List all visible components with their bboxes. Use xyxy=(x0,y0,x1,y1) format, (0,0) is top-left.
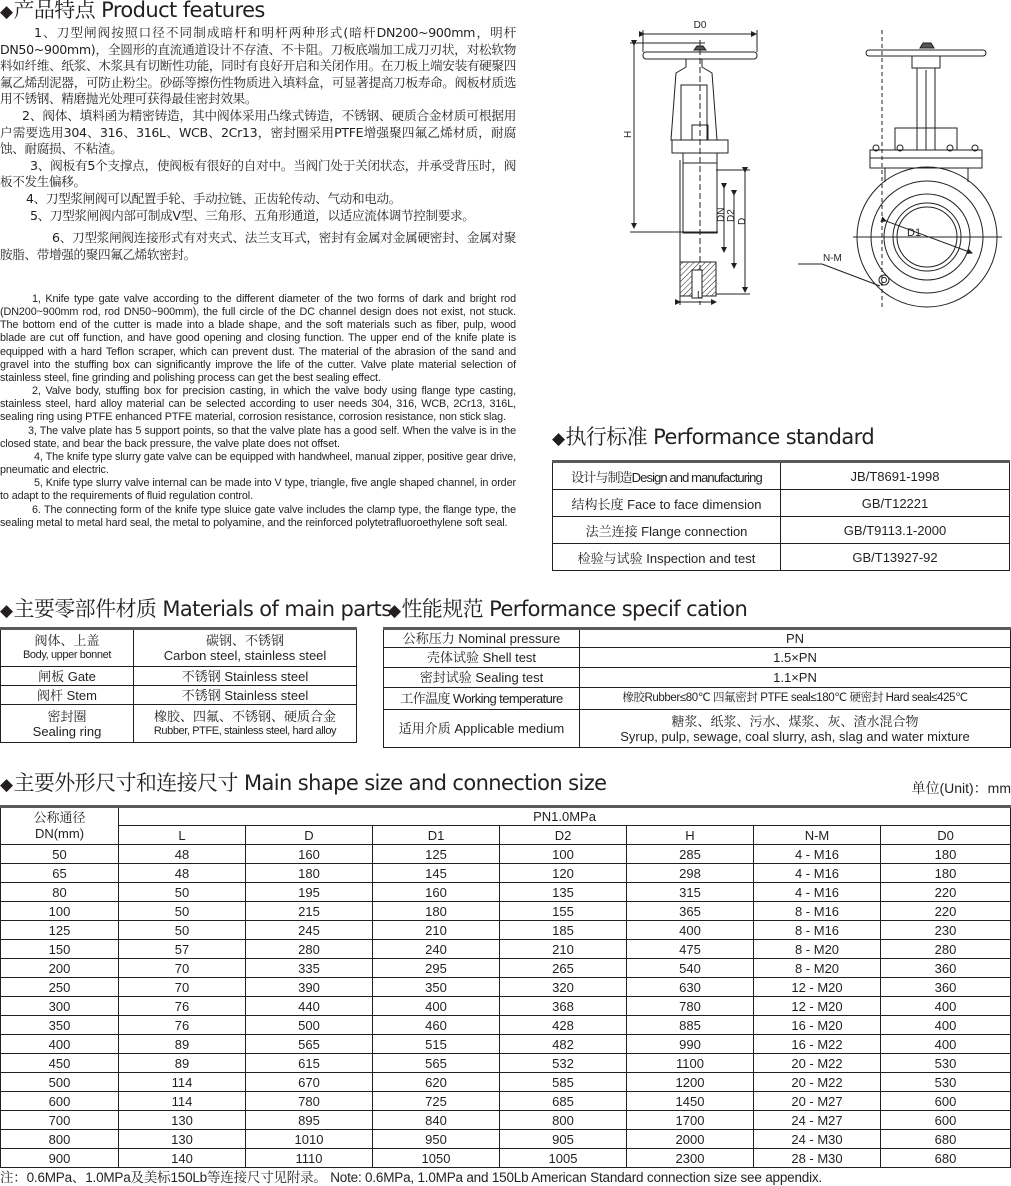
dimension-cell: 2300 xyxy=(627,1149,754,1168)
dimension-cell: 8 - M20 xyxy=(754,959,881,978)
dimension-cell: 530 xyxy=(881,1073,1011,1092)
column-header: D1 xyxy=(373,826,500,845)
table-row xyxy=(1,1054,1011,1073)
performance-value xyxy=(580,710,1011,748)
dimension-cell: 215 xyxy=(246,902,373,921)
dimension-cell: 76 xyxy=(119,997,246,1016)
dimension-cell: 840 xyxy=(373,1111,500,1130)
dimension-cell: 400 xyxy=(881,1035,1011,1054)
dimension-cell: 8 - M16 xyxy=(754,921,881,940)
dimension-cell: 532 xyxy=(500,1054,627,1073)
dimension-cell: 295 xyxy=(373,959,500,978)
standard-value: JB/T8691-1998 xyxy=(781,462,1010,490)
dimension-cell: 1010 xyxy=(246,1130,373,1149)
dimension-cell: 400 xyxy=(881,997,1011,1016)
dimension-cell: 990 xyxy=(627,1035,754,1054)
cn-paragraph: 4、刀型浆闸阀可以配置手轮、手动拉链、正齿轮传动、气动和电动。 xyxy=(26,190,401,206)
material-cell xyxy=(134,705,357,743)
dn-cell: 100 xyxy=(1,902,119,921)
dimension-cell: 950 xyxy=(373,1130,500,1149)
dimension-cell: 895 xyxy=(246,1111,373,1130)
table-row xyxy=(553,462,1010,490)
dimensions-title: ◆主要外形尺寸和连接尺寸 Main shape size and connection size xyxy=(0,771,607,795)
dimension-cell: 725 xyxy=(373,1092,500,1111)
en-paragraph: 4, The knife type slurry gate valve can be equipped with handwheel, manual zipper, positive gear drive, pneumatic and electric. xyxy=(0,450,516,477)
dimension-cell: 400 xyxy=(373,997,500,1016)
dimension-cell: 265 xyxy=(500,959,627,978)
dn-header-en: DN(mm) xyxy=(34,826,85,841)
diamond-bullet-icon: ◆ xyxy=(0,2,13,22)
dimension-cell: 16 - M20 xyxy=(754,1016,881,1035)
part-cell: 阀杆 Stem xyxy=(1,686,134,705)
dn-cell: 80 xyxy=(1,883,119,902)
dimension-cell: 145 xyxy=(373,864,500,883)
table-row xyxy=(384,710,1011,748)
dimension-cell: 50 xyxy=(119,921,246,940)
dimension-cell: 24 - M27 xyxy=(754,1111,881,1130)
dimension-cell: 160 xyxy=(373,883,500,902)
material-cn: 橡胶、四氟、不锈钢、硬质合金 xyxy=(153,708,336,724)
dimension-cell: 240 xyxy=(373,940,500,959)
table-row xyxy=(553,517,1010,544)
diamond-bullet-icon: ◆ xyxy=(388,601,401,621)
dimension-cell: 515 xyxy=(373,1035,500,1054)
medium-cn: 糖浆、纸浆、污水、煤浆、灰、渣水混合物 xyxy=(671,713,919,729)
dimension-cell: 155 xyxy=(500,902,627,921)
side-view xyxy=(623,20,757,305)
dimension-cell: 685 xyxy=(500,1092,627,1111)
dimension-cell: 12 - M20 xyxy=(754,997,881,1016)
dimension-cell: 160 xyxy=(246,845,373,864)
table-row xyxy=(1,1092,1011,1111)
table-row xyxy=(1,1149,1011,1168)
dn-cell: 450 xyxy=(1,1054,119,1073)
dimension-cell: 298 xyxy=(627,864,754,883)
dimension-cell: 360 xyxy=(881,959,1011,978)
dimension-cell: 1110 xyxy=(246,1149,373,1168)
table-row xyxy=(1,959,1011,978)
dimension-cell: 89 xyxy=(119,1054,246,1073)
dimension-cell: 482 xyxy=(500,1035,627,1054)
dn-cell: 600 xyxy=(1,1092,119,1111)
dn-header-cn: 公称通径 xyxy=(33,810,86,825)
dimension-cell: 8 - M16 xyxy=(754,902,881,921)
material-cell: 不锈钢 Stainless steel xyxy=(134,686,357,705)
standard-label: 检验与试验 Inspection and test xyxy=(553,544,781,571)
dimension-cell: 140 xyxy=(119,1149,246,1168)
dimension-cell: 540 xyxy=(627,959,754,978)
dimension-cell: 220 xyxy=(881,902,1011,921)
table-row xyxy=(1,705,357,743)
performance-label: 壳体试验 Shell test xyxy=(384,648,580,668)
performance-label: 适用介质 Applicable medium xyxy=(384,710,580,748)
material-cell: 不锈钢 Stainless steel xyxy=(134,667,357,686)
dimension-cell: 220 xyxy=(881,883,1011,902)
en-paragraph: 6. The connecting form of the knife type sluice gate valve includes the clamp type, the flange type, the sealing metal to metal hard seal, the metal to polyamine, and the reinforced polytetrafluoroethylene soft seal. xyxy=(0,503,516,529)
table-row xyxy=(1,1073,1011,1092)
table-row xyxy=(1,864,1011,883)
table-row xyxy=(1,1130,1011,1149)
dn-cell: 500 xyxy=(1,1073,119,1092)
dn-cell: 125 xyxy=(1,921,119,940)
dimension-cell: 89 xyxy=(119,1035,246,1054)
table-row xyxy=(384,648,1011,668)
material-en: Rubber, PTFE, stainless steel, hard alloy xyxy=(153,724,337,737)
dimension-cell: 135 xyxy=(500,883,627,902)
column-header: D xyxy=(246,826,373,845)
dimension-cell: 50 xyxy=(119,902,246,921)
dimension-cell: 315 xyxy=(627,883,754,902)
dimension-cell: 210 xyxy=(500,940,627,959)
dimension-cell: 20 - M22 xyxy=(754,1073,881,1092)
table-row xyxy=(384,688,1011,710)
column-header: N-M xyxy=(754,826,881,845)
table-header-row xyxy=(1,826,1011,845)
dimension-cell: 360 xyxy=(881,978,1011,997)
standard-title: ◆执行标准 Performance standard xyxy=(552,425,875,449)
dn-cell: 400 xyxy=(1,1035,119,1054)
diamond-bullet-icon: ◆ xyxy=(0,601,13,621)
dimension-cell: 335 xyxy=(246,959,373,978)
dimension-cell: 180 xyxy=(881,845,1011,864)
dimension-cell: 440 xyxy=(246,997,373,1016)
table-row xyxy=(1,629,357,667)
table-row xyxy=(1,997,1011,1016)
dimension-cell: 390 xyxy=(246,978,373,997)
table-row xyxy=(1,667,357,686)
cn-paragraph: 5、刀型浆闸阀内部可制成V型、三角形、五角形通道，以适应流体调节控制要求。 xyxy=(30,207,475,223)
dimension-cell: 280 xyxy=(881,940,1011,959)
dimension-cell: 48 xyxy=(119,864,246,883)
part-cell: 闸板 Gate xyxy=(1,667,134,686)
footnote: 注：0.6MPa、1.0MPa及美标150Lb等连接尺寸见附录。 Note: 0.6MPa, 1.0MPa and 150Lb American Standard connection size see appendix. xyxy=(0,1170,822,1185)
diamond-bullet-icon: ◆ xyxy=(0,775,13,795)
en-paragraph: 5, Knife type slurry valve internal can be made into V type, triangle, five angle shaped channel, in order to adapt to the requirements of fluid regulation control. xyxy=(0,477,516,503)
en-paragraph: 1, Knife type gate valve according to the different diameter of the two forms of dark and bright rod (DN200~900mm rod, rod DN50~900mm), the full circle of the DC channel design does not exist, not stuck. The bottom end of the cutter is made into a blade shape, and the soft materials such as fiber, pulp, wood blade are cut off function, and have good opening and closing function. The upper end of the knife plate is equipped with a hard Teflon scraper, which can prevent dust. The material of the abrasion of the sand and gravel into the stuffing box can significantly improve the life of the cutter. Valve plate material selection of stainless steel, fine grinding and polishing process can get the best sealing effect. xyxy=(0,293,516,384)
dimension-cell: 800 xyxy=(500,1111,627,1130)
dimension-cell: 2000 xyxy=(627,1130,754,1149)
medium-en: Syrup, pulp, sewage, coal slurry, ash, slag and water mixture xyxy=(620,728,970,744)
dimension-cell: 8 - M20 xyxy=(754,940,881,959)
material-cell xyxy=(134,629,357,667)
table-row xyxy=(553,544,1010,571)
dimension-cell: 70 xyxy=(119,978,246,997)
handwheel xyxy=(866,50,986,56)
unit-label: 单位(Unit)：mm xyxy=(911,780,1011,796)
dimension-cell: 114 xyxy=(119,1092,246,1111)
dimensions-table xyxy=(0,805,1011,1168)
dn-cell: 150 xyxy=(1,940,119,959)
diamond-bullet-icon: ◆ xyxy=(552,429,565,449)
standard-value: GB/T9113.1-2000 xyxy=(781,517,1010,544)
dimension-cell: 195 xyxy=(246,883,373,902)
nm-label: N-M xyxy=(823,253,842,264)
column-header: H xyxy=(627,826,754,845)
part-en: Sealing ring xyxy=(32,723,102,739)
dimension-cell: 280 xyxy=(246,940,373,959)
dimension-cell: 1050 xyxy=(373,1149,500,1168)
dimension-cell: 180 xyxy=(246,864,373,883)
dimension-cell: 4 - M16 xyxy=(754,845,881,864)
material-cn: 碳钢、不锈钢 xyxy=(205,633,284,648)
dn-cell: 50 xyxy=(1,845,119,864)
dimension-cell: 4 - M16 xyxy=(754,883,881,902)
column-header: L xyxy=(119,826,246,845)
dimension-cell: 600 xyxy=(881,1111,1011,1130)
table-row xyxy=(1,845,1011,864)
part-cell xyxy=(1,629,134,667)
dimension-cell: 120 xyxy=(500,864,627,883)
dimension-cell: 125 xyxy=(373,845,500,864)
dimension-cell: 1450 xyxy=(627,1092,754,1111)
table-row xyxy=(553,490,1010,517)
dimension-cell: 20 - M27 xyxy=(754,1092,881,1111)
dimension-cell: 670 xyxy=(246,1073,373,1092)
dimension-cell: 28 - M30 xyxy=(754,1149,881,1168)
column-header: D0 xyxy=(881,826,1011,845)
table-row xyxy=(1,1111,1011,1130)
dimension-cell: 565 xyxy=(246,1035,373,1054)
table-row xyxy=(1,686,357,705)
standard-label: 结构长度 Face to face dimension xyxy=(553,490,781,517)
part-cn: 阀体、上盖 xyxy=(34,633,100,648)
column-header: D2 xyxy=(500,826,627,845)
dimension-cell: 630 xyxy=(627,978,754,997)
dimension-cell: 565 xyxy=(373,1054,500,1073)
dimension-cell: 368 xyxy=(500,997,627,1016)
table-row xyxy=(1,978,1011,997)
dn-cell: 250 xyxy=(1,978,119,997)
dimension-cell: 12 - M20 xyxy=(754,978,881,997)
front-view xyxy=(798,30,1002,310)
cn-paragraph: 3、阀板有5个支撑点，使阀板有很好的自对中。当阀门处于关闭状态，并承受背压时，阀板不发生偏移。 xyxy=(0,157,516,190)
dimension-cell: 885 xyxy=(627,1016,754,1035)
dimension-cell: 585 xyxy=(500,1073,627,1092)
l-label: L xyxy=(697,290,703,301)
dimension-cell: 16 - M22 xyxy=(754,1035,881,1054)
cn-paragraph: 2、阀体、填料函为精密铸造，其中阀体采用凸缘式铸造，不锈钢、硬质合金材质可根据用户需要选用304、316、316L、WCB、2Cr13，密封圈采用PTFE增强聚四氟乙烯材质，耐腐蚀、耐腐损、不粘渣。 xyxy=(0,107,516,157)
part-en: Body, upper bonnet xyxy=(22,649,111,661)
dimension-cell: 530 xyxy=(881,1054,1011,1073)
dimension-cell: 780 xyxy=(627,997,754,1016)
table-row xyxy=(384,629,1011,648)
standard-value: GB/T13927-92 xyxy=(781,544,1010,571)
dimension-cell: 70 xyxy=(119,959,246,978)
d0-label: D0 xyxy=(693,20,707,31)
table-row xyxy=(1,940,1011,959)
dimension-cell: 600 xyxy=(881,1092,1011,1111)
dimension-cell: 475 xyxy=(627,940,754,959)
pressure-header: PN1.0MPa xyxy=(119,807,1011,826)
dn-cell: 350 xyxy=(1,1016,119,1035)
d-label: D xyxy=(737,217,748,225)
dimension-cell: 130 xyxy=(119,1111,246,1130)
part-cell xyxy=(1,705,134,743)
table-header-row xyxy=(1,807,1011,826)
dimension-cell: 460 xyxy=(373,1016,500,1035)
dn-cell: 800 xyxy=(1,1130,119,1149)
en-paragraph: 2, Valve body, stuffing box for precision casting, in which the valve body using flange type casting, stainless steel, hard alloy material can be selected according to user needs 304, 316, WCB, 2Cr13, 316L, sealing ring using PTFE enhanced PTFE material, corrosion resistance, corrosion resistance, non stick slag. xyxy=(0,385,516,424)
dimension-cell: 1200 xyxy=(627,1073,754,1092)
dimension-cell: 185 xyxy=(500,921,627,940)
h-label: H xyxy=(623,130,634,138)
dimension-cell: 20 - M22 xyxy=(754,1054,881,1073)
standard-table xyxy=(552,460,1010,571)
dimension-cell: 350 xyxy=(373,978,500,997)
table-row xyxy=(1,921,1011,940)
performance-value: 1.5×PN xyxy=(580,648,1011,668)
performance-title: ◆性能规范 Performance specif cation xyxy=(388,597,748,621)
cn-paragraph: 6、刀型浆闸阀连接形式有对夹式、法兰支耳式，密封有金属对金属硬密封、金属对聚胺脂、带增强的聚四氟乙烯软密封。 xyxy=(0,230,516,262)
dimension-cell: 24 - M30 xyxy=(754,1130,881,1149)
dimension-cell: 114 xyxy=(119,1073,246,1092)
dimension-cell: 245 xyxy=(246,921,373,940)
performance-value: 1.1×PN xyxy=(580,668,1011,688)
d2-label: D2 xyxy=(726,209,737,222)
dimension-cell: 620 xyxy=(373,1073,500,1092)
dimension-cell: 1100 xyxy=(627,1054,754,1073)
performance-label: 公称压力 Nominal pressure xyxy=(384,629,580,648)
material-en: Carbon steel, stainless steel xyxy=(163,648,327,663)
dimension-cell: 428 xyxy=(500,1016,627,1035)
en-paragraph: 3, The valve plate has 5 support points, so that the valve plate has a good self. When the valve is in the closed state, and bear the back pressure, the valve plate does not offset. xyxy=(0,424,516,450)
table-row xyxy=(1,1035,1011,1054)
dimension-cell: 500 xyxy=(246,1016,373,1035)
dimension-cell: 50 xyxy=(119,883,246,902)
dimension-cell: 48 xyxy=(119,845,246,864)
performance-label: 工作温度 Working temperature xyxy=(384,688,580,710)
dimension-cell: 680 xyxy=(881,1149,1011,1168)
dn-cell: 200 xyxy=(1,959,119,978)
performance-table xyxy=(383,627,1011,748)
materials-title: ◆主要零部件材质 Materials of main parts xyxy=(0,597,392,621)
dn-header xyxy=(1,807,119,845)
dimension-cell: 1005 xyxy=(500,1149,627,1168)
features-cn-text xyxy=(0,25,516,263)
d1-label: D1 xyxy=(907,227,922,239)
dimension-cell: 400 xyxy=(881,1016,1011,1035)
dimension-cell: 4 - M16 xyxy=(754,864,881,883)
dimension-cell: 230 xyxy=(881,921,1011,940)
dimension-cell: 320 xyxy=(500,978,627,997)
dimension-cell: 130 xyxy=(119,1130,246,1149)
table-row xyxy=(1,883,1011,902)
dimension-cell: 76 xyxy=(119,1016,246,1035)
materials-table xyxy=(0,627,357,743)
performance-value: 橡胶Rubber≤80℃ 四氟密封 PTFE seal≤180℃ 硬密封 Hard seal≤425℃ xyxy=(580,688,1011,710)
dimension-cell: 400 xyxy=(627,921,754,940)
dimension-cell: 1700 xyxy=(627,1111,754,1130)
dn-cell: 900 xyxy=(1,1149,119,1168)
cn-paragraph: 1、刀型闸阀按照口径不同制成暗杆和明杆两种形式(暗杆DN200~900mm，明杆DN50~900mm)，全圆形的直流通道设计不存渣、不卡阻。刀板底端加工成刀刃状，对松软物料如纤维、纸浆、木浆具有切断性功能，同时有良好开启和关闭作用。在刀板上端安装有硬聚四氟乙烯刮泥器，可防止粉尘。砂砾等擦伤性物质进入填料盒，可显著提高刀板寿命。阀板材质选用不锈钢、精磨抛光处理可获得最佳密封效果。 xyxy=(0,25,516,107)
dimension-cell: 285 xyxy=(627,845,754,864)
features-en-text xyxy=(0,293,516,530)
dn-label: DN xyxy=(716,207,727,222)
dimension-cell: 57 xyxy=(119,940,246,959)
dn-cell: 65 xyxy=(1,864,119,883)
dimension-cell: 180 xyxy=(881,864,1011,883)
standard-label: 法兰连接 Flange connection xyxy=(553,517,781,544)
performance-label: 密封试验 Sealing test xyxy=(384,668,580,688)
valve-drawing xyxy=(600,0,1011,310)
table-row xyxy=(384,668,1011,688)
dn-cell: 700 xyxy=(1,1111,119,1130)
table-row xyxy=(1,1016,1011,1035)
dimension-cell: 680 xyxy=(881,1130,1011,1149)
dn-cell: 300 xyxy=(1,997,119,1016)
standard-label: 设计与制造Design and manufacturing xyxy=(553,462,781,490)
performance-value: PN xyxy=(580,629,1011,648)
features-title: ◆产品特点 Product features xyxy=(0,0,265,22)
dimension-cell: 615 xyxy=(246,1054,373,1073)
dimension-cell: 905 xyxy=(500,1130,627,1149)
table-row xyxy=(1,902,1011,921)
dimension-cell: 780 xyxy=(246,1092,373,1111)
part-cn: 密封圈 xyxy=(47,708,87,724)
dimension-cell: 100 xyxy=(500,845,627,864)
dimension-cell: 180 xyxy=(373,902,500,921)
dimension-cell: 210 xyxy=(373,921,500,940)
dimension-cell: 365 xyxy=(627,902,754,921)
standard-value: GB/T12221 xyxy=(781,490,1010,517)
